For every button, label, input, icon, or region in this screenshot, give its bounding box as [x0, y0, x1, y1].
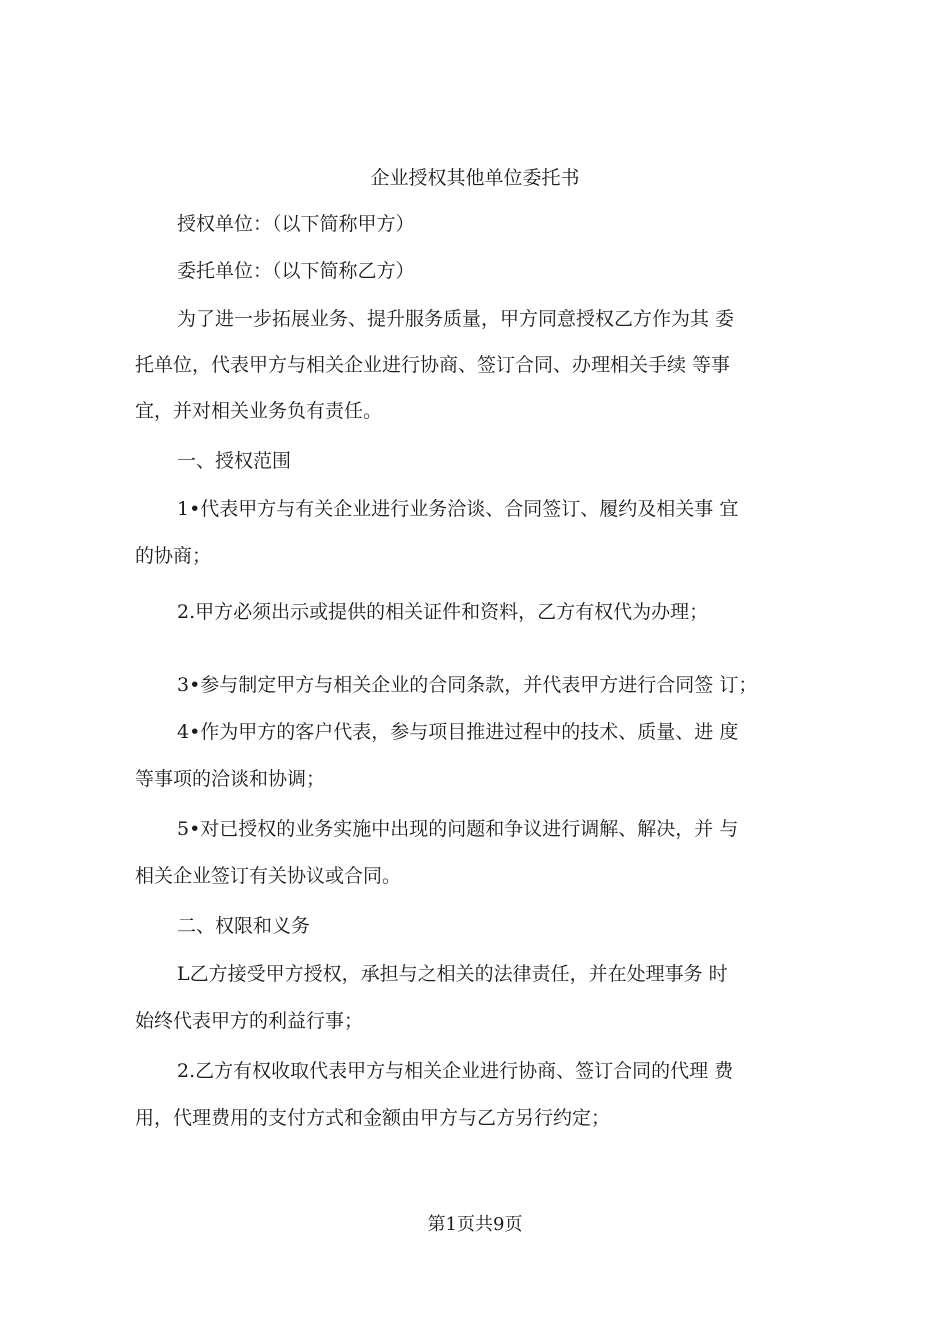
section2-item1-line-2: 始终代表甲方的利益行事； — [135, 1010, 364, 1032]
section1-heading: 一、授权范围 — [177, 450, 292, 472]
section1-item4-line-2: 等事项的洽谈和协调； — [135, 768, 326, 790]
section2-item2-line-1: 2.乙方有权收取代表甲方与相关企业进行协商、签订合同的代理 费 — [177, 1060, 734, 1082]
entrusted-unit-line: 委托单位：（以下简称乙方） — [177, 260, 415, 282]
section1-item4-line-1: 4•作为甲方的客户代表，参与项目推进过程中的技术、质量、进 度 — [177, 721, 739, 743]
intro-line-1: 为了进一步拓展业务、提升服务质量，甲方同意授权乙方作为其 委 — [177, 308, 735, 330]
section1-item3: 3•参与制定甲方与相关企业的合同条款，并代表甲方进行合同签 订； — [177, 674, 758, 696]
section1-item1-line-2: 的协商； — [135, 545, 212, 567]
section2-item1-line-1: L乙方接受甲方授权，承担与之相关的法律责任，并在处理事务 时 — [177, 963, 728, 985]
section1-item5-line-2: 相关企业签订有关协议或合同。 — [135, 865, 402, 887]
intro-line-2: 托单位，代表甲方与相关企业进行协商、签订合同、办理相关手续 等事 — [135, 354, 731, 376]
section1-item1-line-1: 1•代表甲方与有关企业进行业务洽谈、合同签订、履约及相关事 宜 — [177, 498, 739, 520]
section1-item2: 2.甲方必须出示或提供的相关证件和资料，乙方有权代为办理； — [177, 601, 709, 623]
intro-line-3: 宜，并对相关业务负有责任。 — [135, 400, 383, 422]
authorizing-unit-line: 授权单位：（以下简称甲方） — [177, 213, 415, 235]
document-title: 企业授权其他单位委托书 — [370, 167, 580, 189]
page-number-footer: 第1页共9页 — [427, 1214, 523, 1235]
section2-heading: 二、权限和义务 — [177, 915, 311, 937]
section1-item5-line-1: 5•对已授权的业务实施中出现的问题和争议进行调解、解决，并 与 — [177, 818, 739, 840]
section2-item2-line-2: 用，代理费用的支付方式和金额由甲方与乙方另行约定； — [135, 1107, 611, 1129]
